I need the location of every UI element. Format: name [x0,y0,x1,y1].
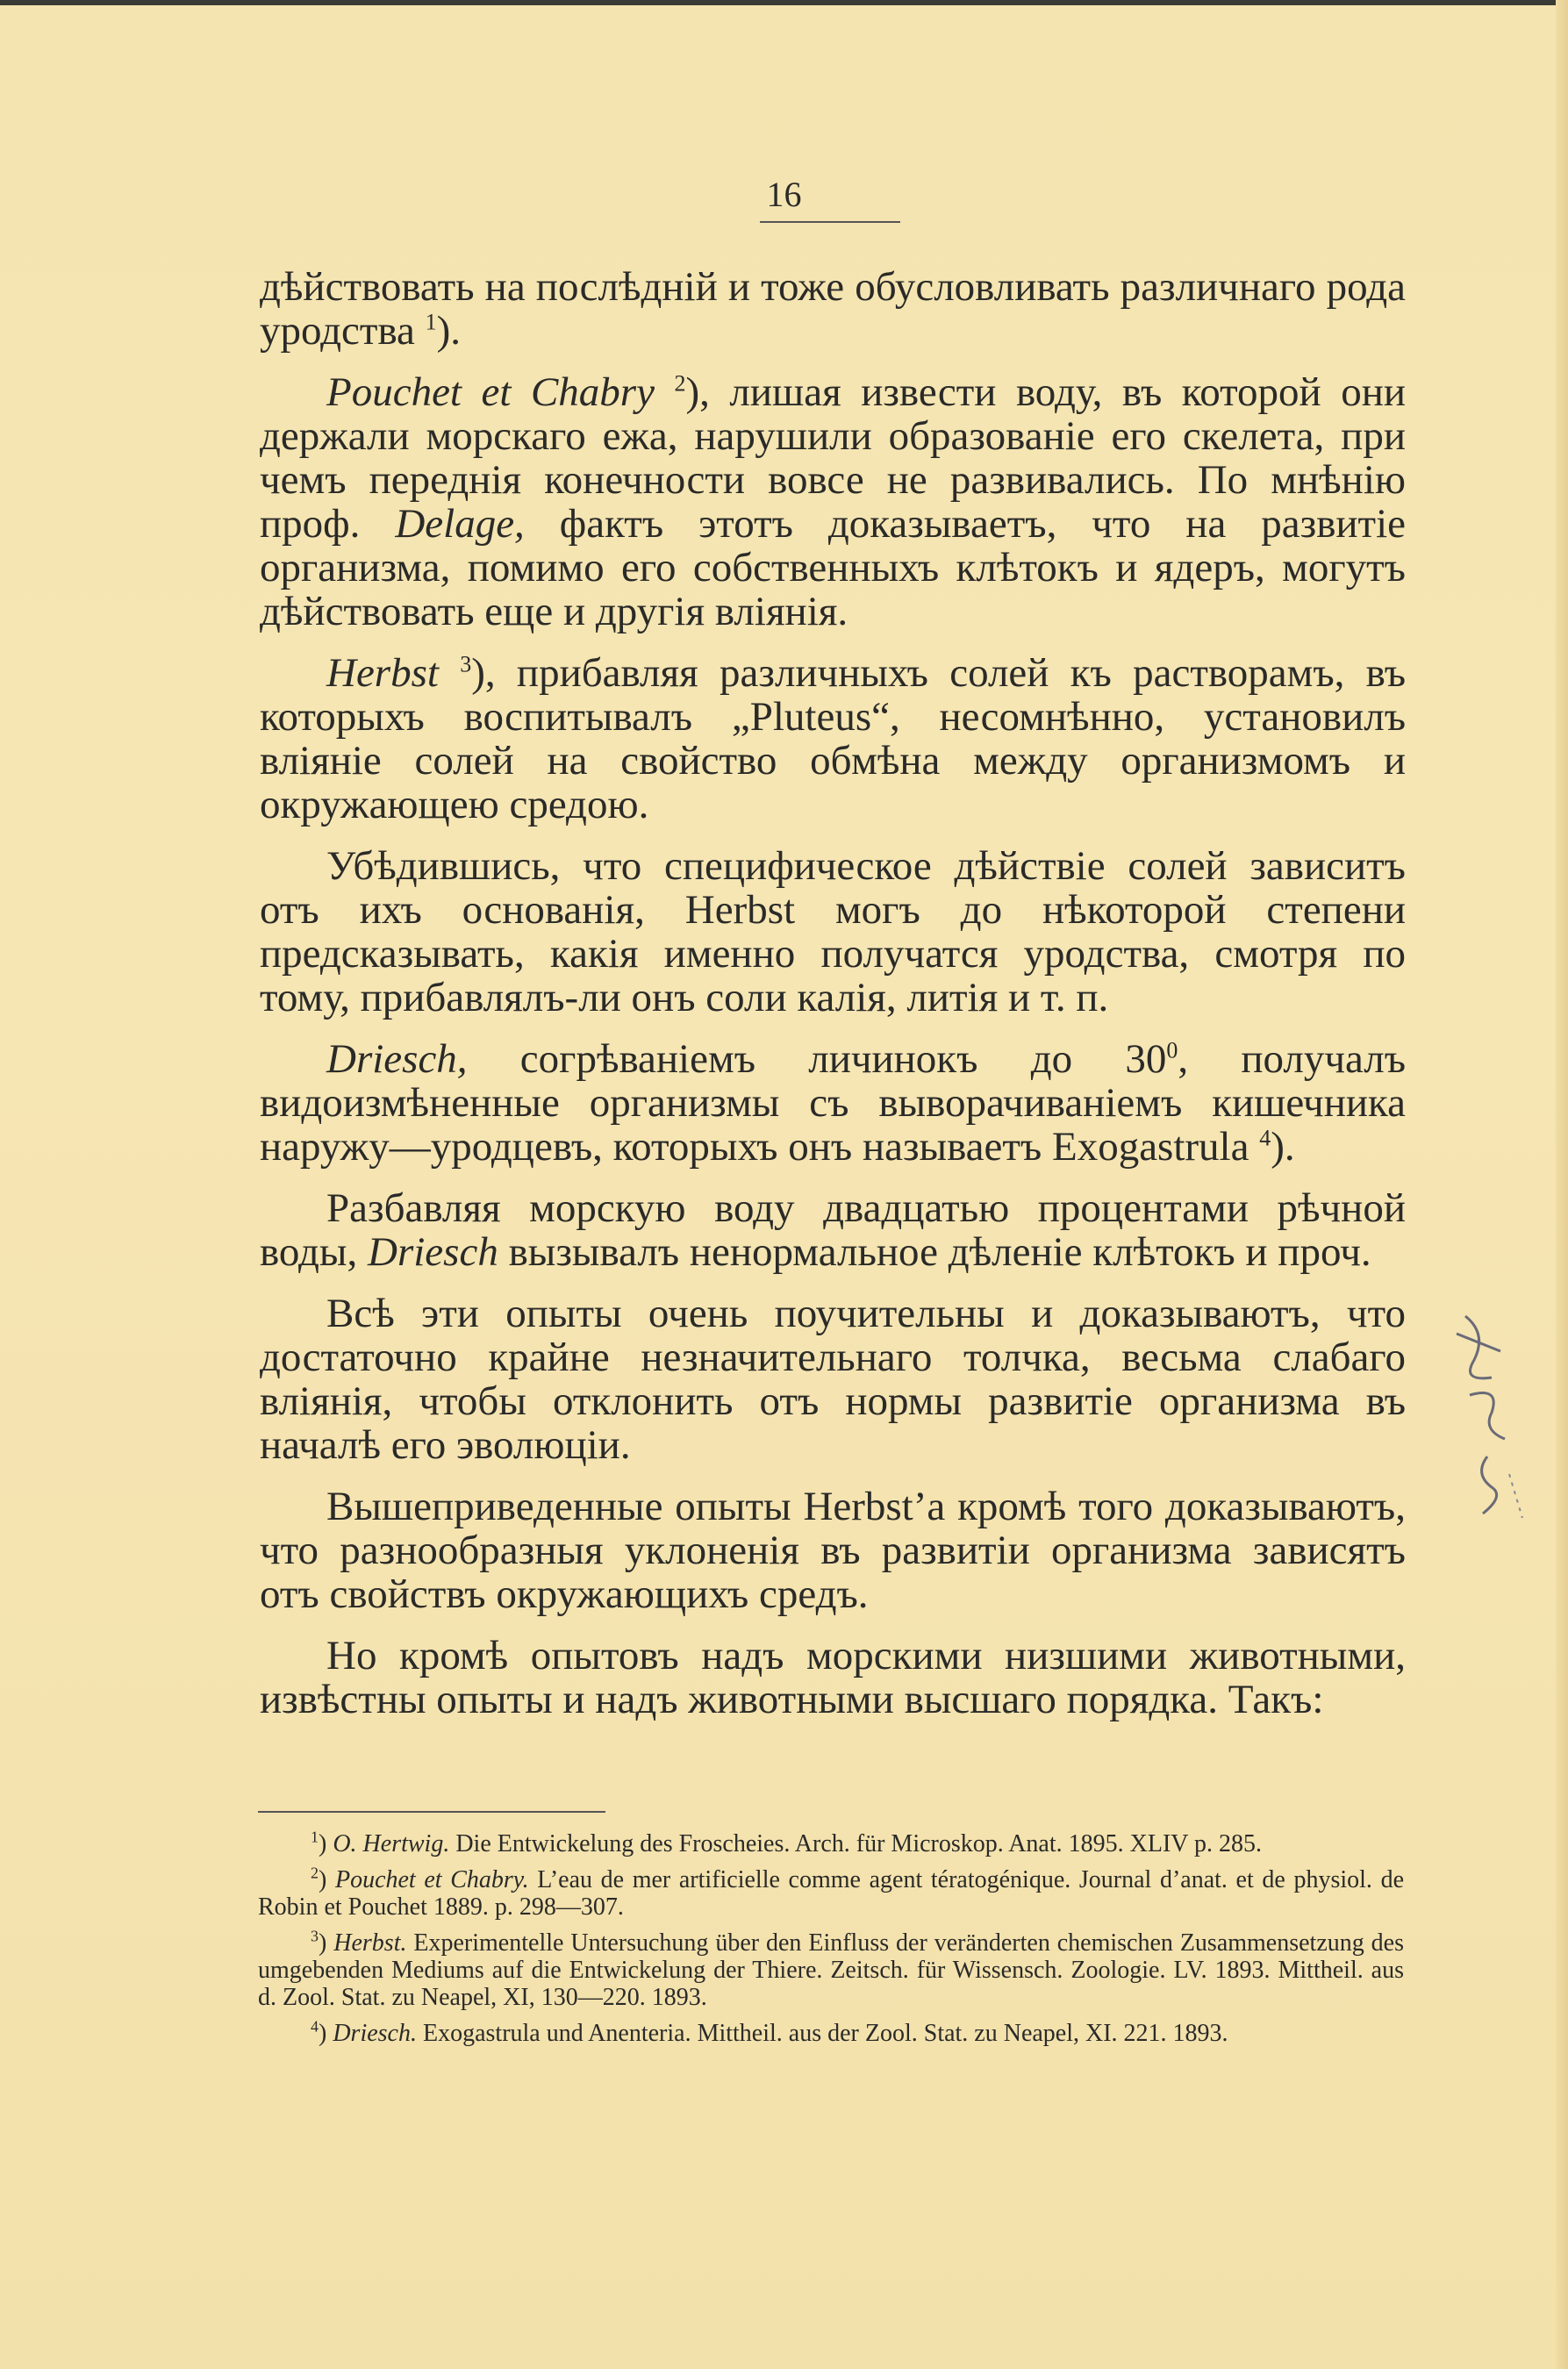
paragraph: Убѣдившись, что специфическое дѣйствіе солей зависитъ отъ ихъ основанія, Herbst могъ до нѣкоторой степени предсказывать, какія именно получатся уродства, смотря по тому, прибавлялъ-ли онъ соли калія, литія и т. п. [260,843,1406,1020]
paragraph: Вышеприведенные опыты Herbst’а кромѣ того доказываютъ, что разнообразныя уклоненія въ развитіи организма зависятъ отъ свойствъ окружающихъ средъ. [260,1484,1406,1617]
footnote: $^1$) O. Hertwig. Die Entwickelung des Froscheies. Arch. für Microskop. Anat. 1895. XLIV p. 285. [311,1828,1262,1857]
paragraph: Всѣ эти опыты очень поучительны и доказываютъ, что достаточно крайне незначительнаго толчка, весьма слабаго вліянія, чтобы отклонить отъ нормы развитіе организма въ началѣ его эволюціи. [260,1291,1406,1468]
paragraph: Pouchet et Chabry $^2$), лишая извести воду, въ которой они держали морскаго ежа, нарушили образованіе его скелета, при чемъ переднія конечности вовсе не развивались. По мнѣнію проф. Delage, фактъ этотъ доказываетъ, что на развитіе организма, помимо его собственныхъ клѣтокъ и ядеръ, могутъ дѣйствовать еще и другія вліянія. [260,369,1407,634]
paragraph: Разбавляя морскую воду двадцатью процентами рѣчной воды, Driesch вызывалъ ненормальное дѣленіе клѣтокъ и проч. [260,1185,1406,1275]
paragraph: Driesch, согрѣваніемъ личинокъ до $30^0$, получалъ видоизмѣненные организмы съ выворачиваніемъ кишечника наружу—уродцевъ, которыхъ онъ называетъ Exogastrula $^4$). [260,1036,1407,1170]
page-number: 16 [766,175,802,214]
footnote-rule [258,1811,605,1813]
paragraph: Herbst $^3$), прибавляя различныхъ солей къ растворамъ, въ которыхъ воспитывалъ „Pluteus“, несомнѣнно, установилъ вліяніе солей на свойство обмѣна между организмомъ и окружающею средою. [260,650,1406,827]
body-text [260,265,1406,1739]
scan-right-edge [1556,0,1568,2369]
page-number-rule [760,221,900,223]
footnote: $^4$) Driesch. Exogastrula und Anenteria. Mittheil. aus der Zool. Stat. zu Neapel, XI. 221. 1893. [311,2017,1228,2047]
handwritten-margin-mark [1439,1299,1536,1527]
paragraph: дѣйствовать на послѣдній и тоже обусловливать различнаго рода уродства $^1$). [260,264,1406,354]
scan-top-edge [0,0,1568,5]
footnotes [258,1830,1404,2056]
paragraph: Но кромѣ опытовъ надъ морскими низшими животными, извѣстны опыты и надъ животными высшаго порядка. Такъ: [260,1633,1406,1722]
footnote: $^2$) Pouchet et Chabry. L’eau de mer artificielle comme agent tératogénique. Journal d’anat. et de physiol. de Robin et Pouchet 1889. p. 298—307. [258,1864,1404,1921]
footnote: $^3$) Herbst. Experimentelle Untersuchung über den Einfluss der veränderten chemischen Zusammensetzung des umgebenden Mediums auf die Entwickelung der Thiere. Zeitsch. für Wissensch. Zoologie. LV. 1893. Mittheil. aus d. Zool. Stat. zu Neapel, XI, 130—220. 1893. [258,1927,1405,2011]
